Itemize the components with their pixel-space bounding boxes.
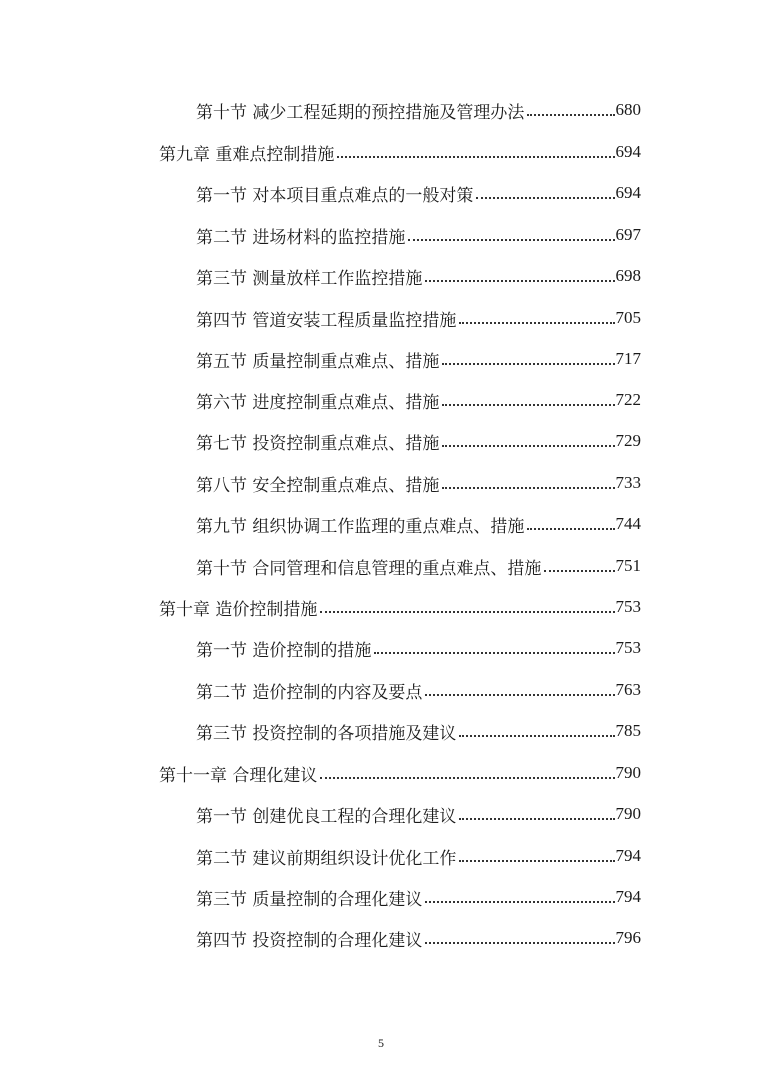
toc-entry[interactable] xyxy=(196,716,641,746)
toc-entry-page: 694 xyxy=(615,183,641,202)
toc-entry[interactable] xyxy=(196,551,641,581)
toc-entry-title: 第三节 投资控制的各项措施及建议 xyxy=(196,723,457,744)
toc-entry-title: 第二节 建议前期组织设计优化工作 xyxy=(196,848,457,869)
toc-entry-page: 790 xyxy=(615,804,641,823)
dot-leader xyxy=(372,633,614,663)
toc-entry-page: 794 xyxy=(615,846,641,865)
dot-leader xyxy=(440,468,614,498)
toc-entry-title: 第十一章 合理化建议 xyxy=(159,765,318,786)
toc-entry[interactable] xyxy=(196,385,641,415)
toc-entry-title: 第三节 质量控制的合理化建议 xyxy=(196,889,423,910)
toc-entry-title: 第七节 投资控制重点难点、措施 xyxy=(196,433,440,454)
toc-entry[interactable] xyxy=(196,220,641,250)
dot-leader xyxy=(406,220,614,250)
dot-leader xyxy=(457,716,614,746)
toc-entry-page: 744 xyxy=(615,514,641,533)
toc-entry-chapter[interactable] xyxy=(159,137,641,167)
toc-entry-title: 第六节 进度控制重点难点、措施 xyxy=(196,392,440,413)
page-number: 5 xyxy=(378,1036,384,1050)
toc-entry[interactable] xyxy=(196,426,641,456)
toc-entry[interactable] xyxy=(196,95,641,125)
toc-entry-page: 733 xyxy=(615,473,641,492)
toc-entry-page: 697 xyxy=(615,225,641,244)
toc-entry[interactable] xyxy=(196,799,641,829)
toc-entry[interactable] xyxy=(196,675,641,705)
toc-entry-page: 751 xyxy=(615,556,641,575)
dot-leader xyxy=(457,303,614,333)
toc-entry-chapter[interactable] xyxy=(159,592,641,622)
toc-entry-page: 794 xyxy=(615,887,641,906)
toc-entry-page: 694 xyxy=(615,142,641,161)
dot-leader xyxy=(525,509,614,539)
toc-entry-page: 705 xyxy=(615,308,641,327)
toc-entry-title: 第一节 创建优良工程的合理化建议 xyxy=(196,806,457,827)
toc-entry-page: 722 xyxy=(615,390,641,409)
toc-entry-title: 第十章 造价控制措施 xyxy=(159,599,318,620)
toc-entry[interactable] xyxy=(196,178,641,208)
dot-leader xyxy=(440,385,614,415)
dot-leader xyxy=(440,344,614,374)
dot-leader xyxy=(318,592,614,622)
toc-entry-title: 第一节 造价控制的措施 xyxy=(196,640,372,661)
toc-entry-title: 第一节 对本项目重点难点的一般对策 xyxy=(196,185,474,206)
dot-leader xyxy=(423,882,614,912)
toc-entry-page: 785 xyxy=(615,721,641,740)
toc-entry-chapter[interactable] xyxy=(159,758,641,788)
toc-entry[interactable] xyxy=(196,261,641,291)
dot-leader xyxy=(423,923,614,953)
toc-entry[interactable] xyxy=(196,468,641,498)
toc-entry-title: 第九章 重难点控制措施 xyxy=(159,144,335,165)
toc-entry-page: 763 xyxy=(615,680,641,699)
toc-entry-title: 第二节 造价控制的内容及要点 xyxy=(196,682,423,703)
toc-entry-title: 第三节 测量放样工作监控措施 xyxy=(196,268,423,289)
dot-leader xyxy=(474,178,614,208)
toc-entry-page: 790 xyxy=(615,763,641,782)
dot-leader xyxy=(335,137,614,167)
toc-entry[interactable] xyxy=(196,633,641,663)
toc-entry[interactable] xyxy=(196,344,641,374)
dot-leader xyxy=(440,426,614,456)
toc-entry-page: 698 xyxy=(615,266,641,285)
toc-entry-page: 753 xyxy=(615,638,641,657)
toc-entry-title: 第二节 进场材料的监控措施 xyxy=(196,227,406,248)
toc-entry-page: 680 xyxy=(615,100,641,119)
dot-leader xyxy=(318,758,614,788)
toc-entry-title: 第五节 质量控制重点难点、措施 xyxy=(196,351,440,372)
toc-entry-page: 753 xyxy=(615,597,641,616)
toc-entry-title: 第四节 管道安装工程质量监控措施 xyxy=(196,310,457,331)
dot-leader xyxy=(525,95,614,125)
toc-entry-title: 第四节 投资控制的合理化建议 xyxy=(196,930,423,951)
toc-entry[interactable] xyxy=(196,509,641,539)
dot-leader xyxy=(423,675,614,705)
toc-entry-page: 729 xyxy=(615,431,641,450)
dot-leader xyxy=(423,261,614,291)
dot-leader xyxy=(457,841,614,871)
dot-leader xyxy=(457,799,614,829)
toc-entry-title: 第九节 组织协调工作监理的重点难点、措施 xyxy=(196,516,525,537)
toc-entry-title: 第八节 安全控制重点难点、措施 xyxy=(196,475,440,496)
toc-entry[interactable] xyxy=(196,303,641,333)
toc-entry-page: 796 xyxy=(615,928,641,947)
dot-leader xyxy=(542,551,614,581)
toc-entry[interactable] xyxy=(196,841,641,871)
toc-entry[interactable] xyxy=(196,882,641,912)
toc-entry-page: 717 xyxy=(615,349,641,368)
toc-entry-title: 第十节 减少工程延期的预控措施及管理办法 xyxy=(196,102,525,123)
toc-entry-title: 第十节 合同管理和信息管理的重点难点、措施 xyxy=(196,558,542,579)
toc-entry[interactable] xyxy=(196,923,641,953)
